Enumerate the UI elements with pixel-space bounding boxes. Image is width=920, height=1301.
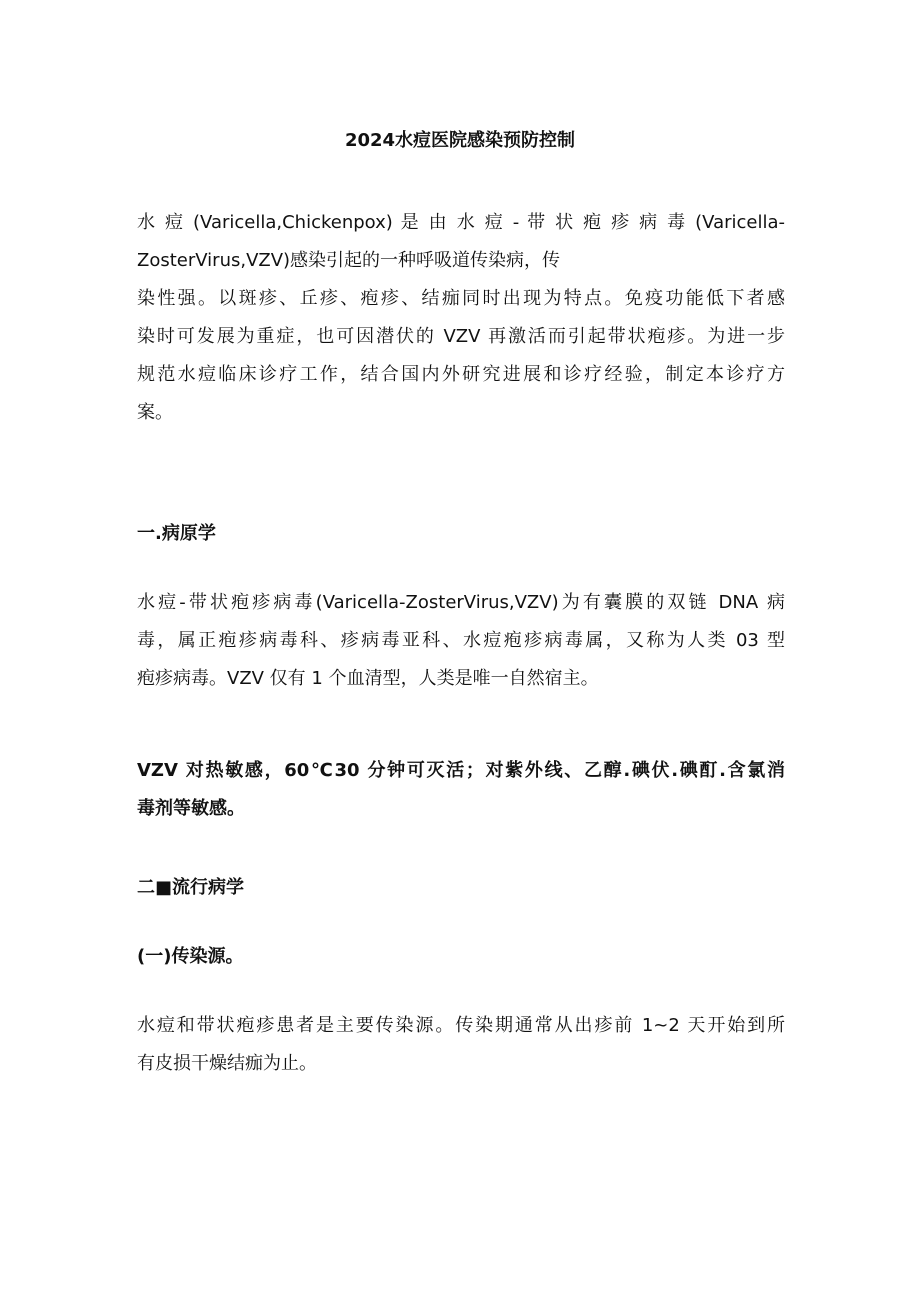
section-heading-etiology: 一.病原学: [137, 523, 216, 544]
text-line: 有皮损干燥结痂为止。: [137, 1053, 317, 1074]
text-line: 染时可发展为重症，也可因潜伏的 VZV 再激活而引起带状疱疹。为进一步: [137, 326, 785, 347]
text-line: 疱疹病毒。VZV 仅有 1 个血清型，人类是唯一自然宿主。: [137, 668, 599, 689]
etiology-paragraph: [137, 584, 785, 698]
intro-paragraph: [137, 204, 785, 432]
text-line: 毒剂等敏感。: [137, 798, 245, 819]
subsection-heading-source: (一)传染源。: [137, 946, 244, 967]
text-line: 规范水痘临床诊疗工作，结合国内外研究进展和诊疗经验，制定本诊疗方: [137, 364, 785, 385]
text-line: 毒，属正疱疹病毒科、疹病毒亚科、水痘疱疹病毒属，又称为人类 03 型: [137, 630, 785, 651]
text-line: VZV 对热敏感，60℃30 分钟可灭活；对紫外线、乙醇.碘伏.碘酊.含氯消: [137, 760, 785, 781]
text-line: 水 痘 (Varicella,Chickenpox) 是 由 水 痘 - 带 状 疱 疹 病 毒 (Varicella-: [137, 212, 785, 233]
text-line: 案。: [137, 402, 173, 423]
text-line: 水痘-带状疱疹病毒(Varicella-ZosterVirus,VZV)为有囊膜的双链 DNA 病: [137, 592, 785, 613]
section-heading-epidemiology: 二■流行病学: [137, 877, 245, 898]
document-title: 2024水痘医院感染预防控制: [344, 130, 576, 151]
text-line: ZosterVirus,VZV)感染引起的一种呼吸道传染病，传: [137, 250, 561, 271]
source-paragraph: [137, 1007, 785, 1083]
text-line: 染性强。以斑疹、丘疹、疱疹、结痂同时出现为特点。免疫功能低下者感: [137, 288, 785, 309]
text-line: 水痘和带状疱疹患者是主要传染源。传染期通常从出疹前 1~2 天开始到所: [137, 1015, 785, 1036]
sensitivity-paragraph: [137, 752, 785, 828]
